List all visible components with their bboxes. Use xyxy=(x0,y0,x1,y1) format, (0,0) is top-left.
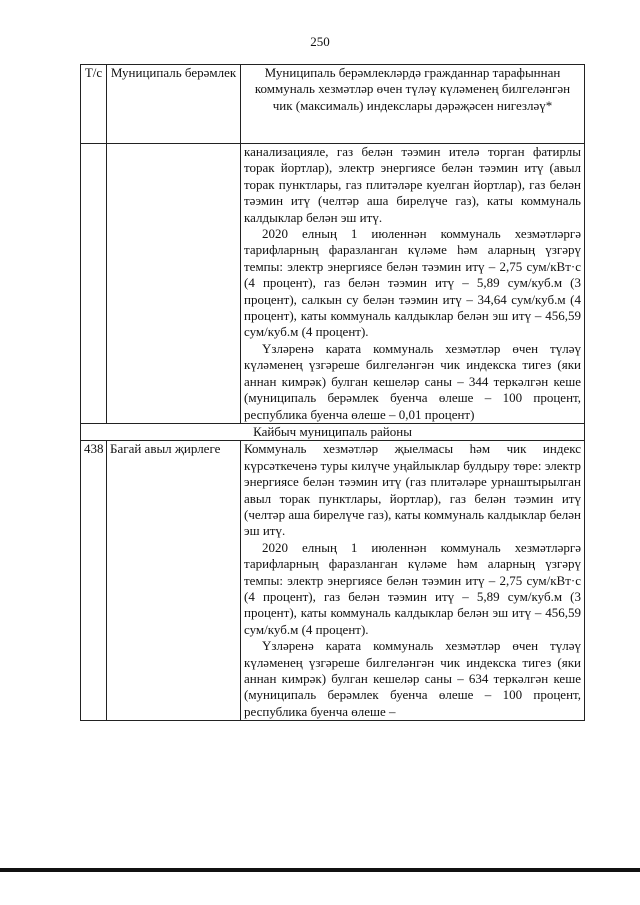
table-row xyxy=(81,441,585,721)
cell-name-empty xyxy=(107,144,241,424)
district-title: Кайбыч муниципаль районы xyxy=(81,423,585,440)
table-header-row xyxy=(81,65,585,144)
cell-content xyxy=(241,441,585,721)
cell-content-continued xyxy=(241,144,585,424)
header-number: Т/с xyxy=(81,65,107,144)
paragraph: Үзләренә карата коммуналь хезмәтләр өчен түләү күләменең үзгәреше билгеләнгән чик индекска тигез (яки аннан кимрәк) булган кешеләр саны – 344 теркәлгән кеше (муниципаль берәмлек буенча өлеше – 100 процент, республика буенча өлеше – 0,01 процент) xyxy=(244,340,581,422)
tariff-table xyxy=(80,64,585,721)
table-row-district xyxy=(81,423,585,440)
paragraph: 2020 елның 1 июленнән коммуналь хезмәтләргә тарифларның фаразланган күләме һәм аларның үзгәрү темпы: электр энергиясе белән тәэмин итү – 2,75 сум/кВт·с (4 процент), газ белән тәэмин итү – 5,89 сум/куб.м (3 процент), салкын су белән тәэмин итү – 34,64 сум/куб.м (4 процент), каты коммуналь калдыклар белән эш итү – 456,59 сум/куб.м (4 процент). xyxy=(244,226,581,340)
header-municipality: Муниципаль берәмлек xyxy=(107,65,241,144)
cell-number-empty xyxy=(81,144,107,424)
paragraph: канализацияле, газ белән тәэмин ителә торган фатирлы торак йортлар), электр энергиясе белән тәэмин итү (авыл торак пунктлары, газ плитәләре куелган йортлар), газ белән тәэмин итү (челтәр аша бирелүче газ), каты коммуналь калдыклар белән эш итү. xyxy=(244,144,581,225)
municipality-name: Багай авыл җирлеге xyxy=(107,441,241,721)
table-row-continued xyxy=(81,144,585,424)
page-number: 250 xyxy=(310,34,330,49)
paragraph: Коммуналь хезмәтләр җыелмасы һәм чик индекс күрсәткеченә туры килүче уңайлыклар булдыру төре: электр энергиясе белән тәэмин итү (газ плитәләре урнаштырылган авыл торак пунктлары, йортлар), газ белән тәэмин итү (челтәр аша бирелүче газ), каты коммуналь калдыклар белән эш итү. xyxy=(244,441,581,539)
bottom-rule xyxy=(0,868,640,872)
paragraph: 2020 елның 1 июленнән коммуналь хезмәтләргә тарифларның фаразланган күләме һәм аларның үзгәрү темпы: электр энергиясе белән тәэмин итү – 2,75 сум/кВт·с (4 процент), газ белән тәэмин итү – 5,89 сум/куб.м (3 процент), каты коммуналь калдыклар белән эш итү – 456,59 сум/куб.м (4 процент). xyxy=(244,539,581,637)
header-justification: Муниципаль берәмлекләрдә гражданнар тарафыннан коммуналь хезмәтләр өчен түләү күләменең билгеләнгән чик (максималь) индекслары дәрәҗәсен нигезләү* xyxy=(241,65,585,144)
row-number: 438 xyxy=(81,441,107,721)
paragraph: Үзләренә карата коммуналь хезмәтләр өчен түләү күләменең үзгәреше билгеләнгән чик индекска тигез (яки аннан кимрәк) булган кешеләр саны – 634 теркәлгән кеше (муниципаль берәмлек буенча өлеше – 100 процент, республика буенча өлеше – xyxy=(244,638,581,719)
